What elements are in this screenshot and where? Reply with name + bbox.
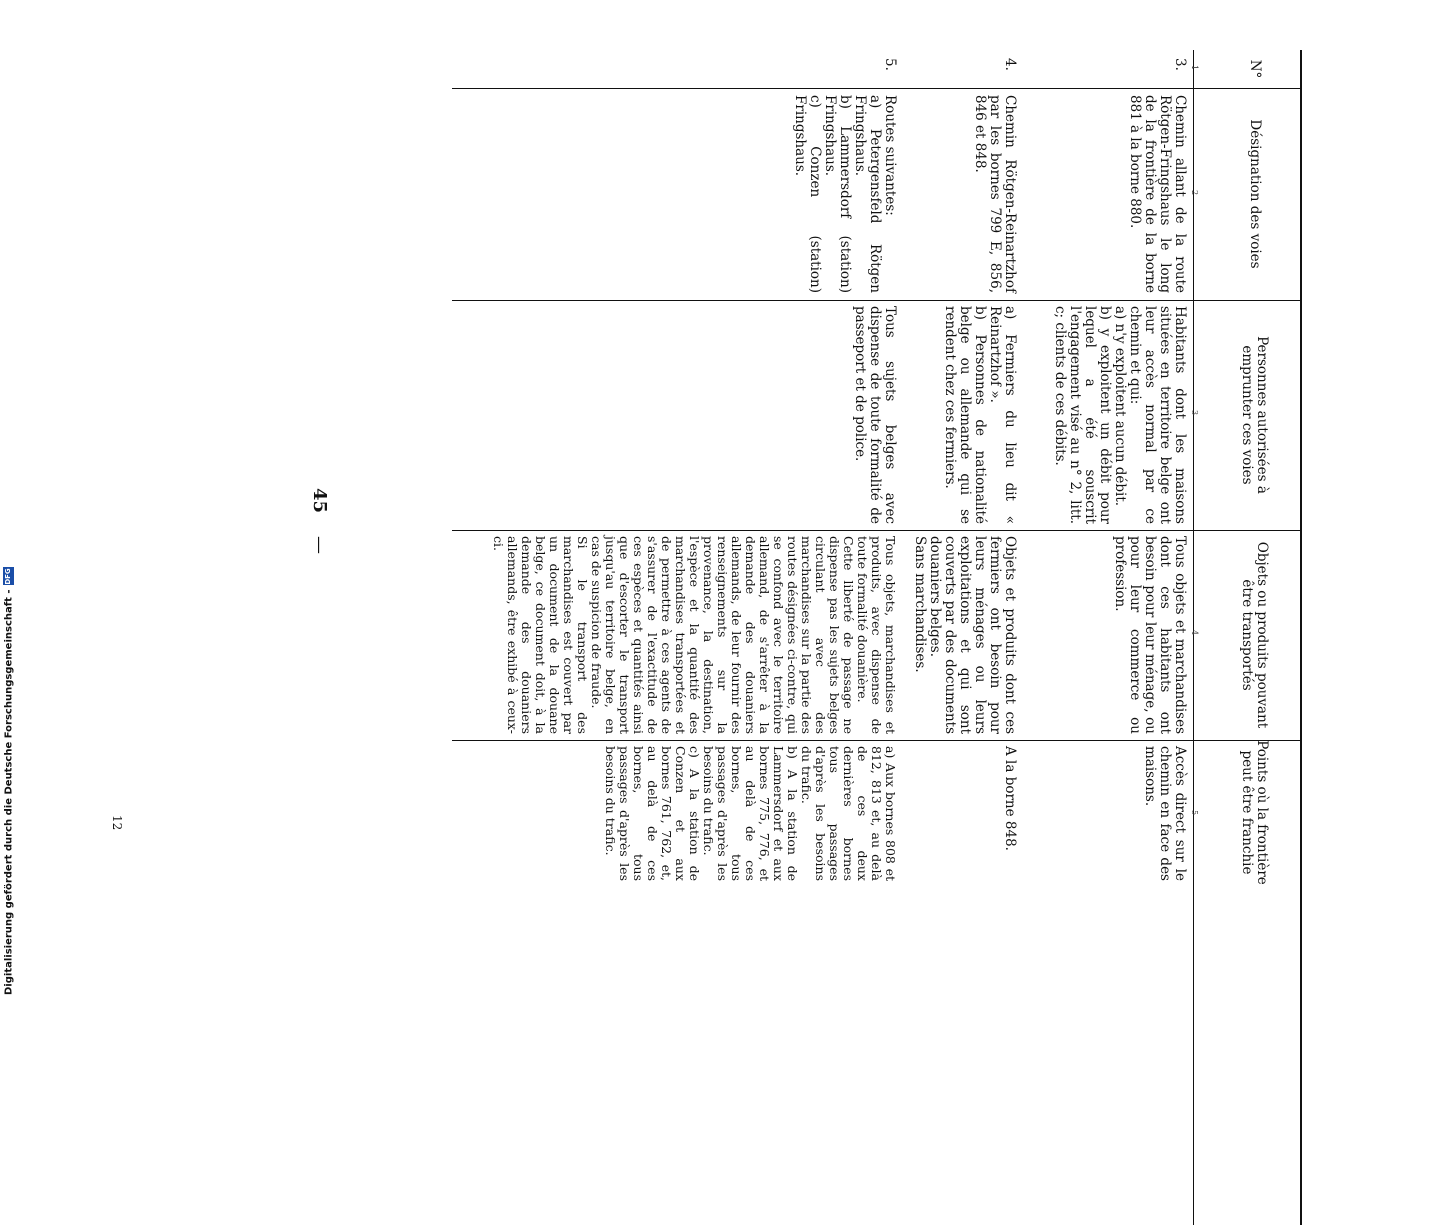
- page-number: 45: [309, 488, 330, 514]
- row-5-points: a) Aux bornes 808 et 812, 813 et, au delà de ces deux dernières bornes tous passages d'après les besoins du trafic. b) A la station de Lammersdorf et aux bornes 775, 776, et au delà de ces bornes, tous passages d'après les besoins du trafic. c) A la station de Conzen et aux bornes 761, 762, et, au delà de ces bornes, tous passages d'après les besoins du trafic.: [603, 746, 898, 881]
- row-5-persons: Tous sujets belges avec dispense de toute formalité de passeport et de police.: [852, 306, 898, 524]
- col-rule-2: [452, 300, 1302, 301]
- header-persons: [1207, 300, 1302, 530]
- routes-table: [127, 50, 1302, 900]
- row-5-number: 5.: [882, 58, 898, 71]
- row-3-points: Accès direct sur le chemin en face des maisons.: [1142, 746, 1188, 881]
- col-num-4: 4: [1190, 630, 1199, 636]
- col-num-1: 1: [1190, 65, 1199, 71]
- col-num-5: 5: [1190, 810, 1199, 816]
- header-objects: [1207, 530, 1302, 740]
- header-rule: [1193, 50, 1194, 1225]
- row-3-designation: Chemin allant de la route Rötgen-Fringshaus le long de la frontière de la borne 881 à la borne 880.: [1127, 95, 1188, 293]
- page-dash: —: [309, 536, 330, 554]
- header-number-label: N°: [1247, 59, 1263, 79]
- header-points-label: Points où la frontière peut être franchie: [1239, 740, 1271, 885]
- header-points: [1207, 740, 1302, 885]
- col-num-3: 3: [1190, 410, 1199, 416]
- header-designation: [1207, 88, 1302, 300]
- header-number: [1207, 50, 1302, 88]
- row-4-points: A la borne 848.: [1002, 746, 1018, 851]
- col-rule-1: [452, 88, 1302, 89]
- row-5-designation: Routes suivantes: a) Petergensfeld Rötgen Fringshaus. b) Lammersdorf (station) Fringshaus. c) Conzen (station) Fringshaus.: [792, 95, 898, 293]
- header-designation-label: Désignation des voies: [1247, 119, 1263, 269]
- row-5-objects: Tous objets, marchandises et produits, avec dispense de toute formalité douanière. Cette liberté de passage ne dispense pas les sujets belges circulant avec des marchandises sur la partie des routes désignées ci-contre, qui se confond avec le territoire allemand, de s'arrêter à la demande des douaniers allemands, de leur fournir des renseignements sur la provenance, la destination, l'espèce et la quantité des marchandises transportées et de permettre à ces agents de s'assurer de l'exactitude de ces espèces et quantités ainsi que d'escorter le transport jusqu'au territoire belge, en cas de suspicion de fraude. Si le transport des marchandises est couvert par un document de la douane belge, ce document doit, à la demande des douaniers allemands, être exhibé à ceux-ci.: [491, 536, 898, 734]
- digitization-note: [3, 5, 15, 995]
- dfg-logo-icon: DFG: [4, 568, 12, 585]
- footer-number: 12: [110, 815, 124, 831]
- row-3-objects: Tous objets et marchandises dont ces habitants ont besoin pour leur ménage, ou pour leur commerce ou profession.: [1112, 536, 1188, 734]
- col-rule-4: [452, 740, 1302, 741]
- col-num-2: 2: [1190, 190, 1199, 196]
- header-objects-label: Objets ou produits pouvant être transportés: [1239, 541, 1271, 729]
- row-4-designation: Chemin Rötgen-Reinartzhof par les bornes 799 E, 856, 846 et 848.: [972, 95, 1018, 293]
- row-4-persons: a) Fermiers du lieu dit « Reinartzhof ». b) Personnes de nationalité belge ou allemande qui se rendent chez ces fermiers.: [942, 306, 1018, 524]
- digitization-text: Digitalisierung gefördert durch die Deutsche Forschungsgemeinschaft -: [3, 589, 15, 995]
- row-4-objects: Objets et produits dont ces fermiers ont besoin pour leurs ménages ou leurs exploitations et qui sont couverts par des documents douaniers belges. Sans marchandises.: [912, 536, 1018, 734]
- row-3-number: 3.: [1172, 58, 1188, 71]
- row-3-persons: Habitants dont les maisons situées en territoire belge ont leur accès normal par ce chemin et qui: a) n'y exploitent aucun débit. b) y exploitent un débit pour lequel a été souscrit l'engagement visé au n° 2, litt. c; clients de ces débits.: [1052, 306, 1188, 524]
- header-persons-label: Personnes autorisées à emprunter ces voies: [1239, 336, 1271, 494]
- row-4-number: 4.: [1002, 58, 1018, 71]
- col-rule-3: [452, 530, 1302, 531]
